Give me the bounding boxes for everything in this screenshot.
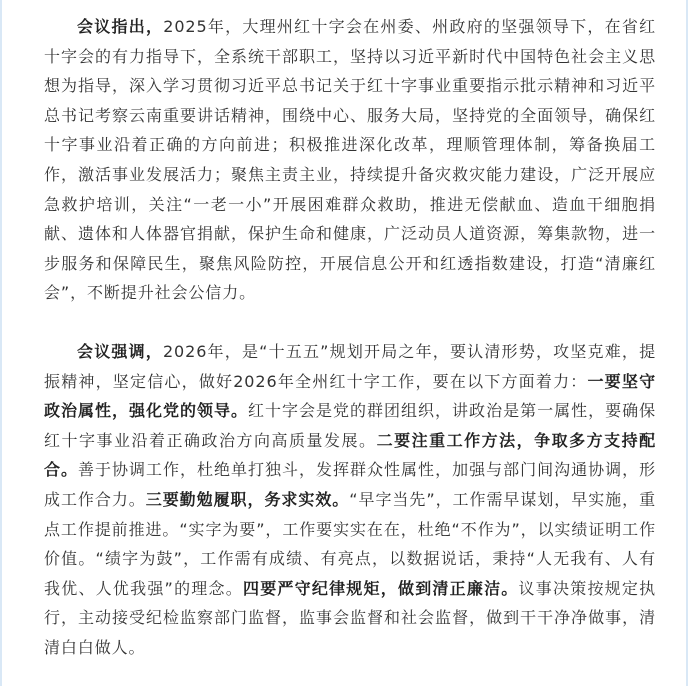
meeting-emphasis-paragraph (44, 337, 656, 663)
point-4-text: 议事决策按规定执行，主动接受纪检监察部门监督，监事会监督和社会监督，做到干干净净做事，清清白白做人。 (44, 578, 657, 657)
point-2-text: 善于协调工作，杜绝单打独斗，发挥群众性属性，加强与部门间沟通协调，形成工作合力。 (44, 460, 656, 509)
point-2-title: 二要注重工作方法，争取多方支持配合。 (44, 430, 657, 480)
paragraph-text: 2025年，大理州红十字会在州委、州政府的坚强领导下，在省红十字会的有力指导下，全系统干部职工，坚持以习近平新时代中国特色社会主义思想为指导，深入学习贯彻习近平总书记关于红十字事业重要指示批示精神和习近平总书记考察云南重要讲话精神，围绕中心、服务大局，坚持党的全面领导，确保红十字事业沿着正确的方向前进；积极推进深化改革，理顺管理体制，筹备换届工作，激活事业发展活力；聚焦主责主业，持续提升备灾救灾能力建设，广泛开展应急救护培训，关注“一老一小”开展困难群众救助，推进无偿献血、造血干细胞捐献、遗体和人体器官捐献，保护生命和健康，广泛动员人道资源，筹集款物，进一步服务和保障民生，聚焦风险防控，开展信息公开和红透指数建设，打造“清廉红会”，不断提升社会公信力。 (44, 17, 656, 303)
article-body (44, 12, 656, 662)
point-1-title: 一要坚守政治属性，强化党的领导。 (44, 371, 656, 421)
meeting-summary-paragraph (44, 12, 656, 308)
point-4-title: 四要严守纪律规矩，做到清正廉洁。 (242, 578, 519, 598)
point-1-text: 红十字会是党的群团组织，讲政治是第一属性，要确保红十字事业沿着正确政治方向高质量发展。 (44, 401, 656, 450)
point-3-text: “早字当先”，工作需早谋划，早实施，重点工作提前推进。“实字为要”，工作要实实在在，杜绝“不作为”，以实绩证明工作价值。“绩字为鼓”，工作需有成绩、有亮点，以数据说话，秉持“人无我有、人有我优、人优我强”的理念。 (44, 489, 656, 598)
point-3-title: 三要勤勉履职，务求实效。 (145, 489, 350, 509)
paragraph-lead: 会议指出， (77, 17, 164, 36)
paragraph-intro: 2026年，是“十五五”规划开局之年，要认清形势，攻坚克难，提振精神，坚定信心，做好2026年全州红十字工作，要在以下方面着力： (44, 341, 656, 391)
paragraph-lead: 会议强调， (77, 341, 163, 361)
